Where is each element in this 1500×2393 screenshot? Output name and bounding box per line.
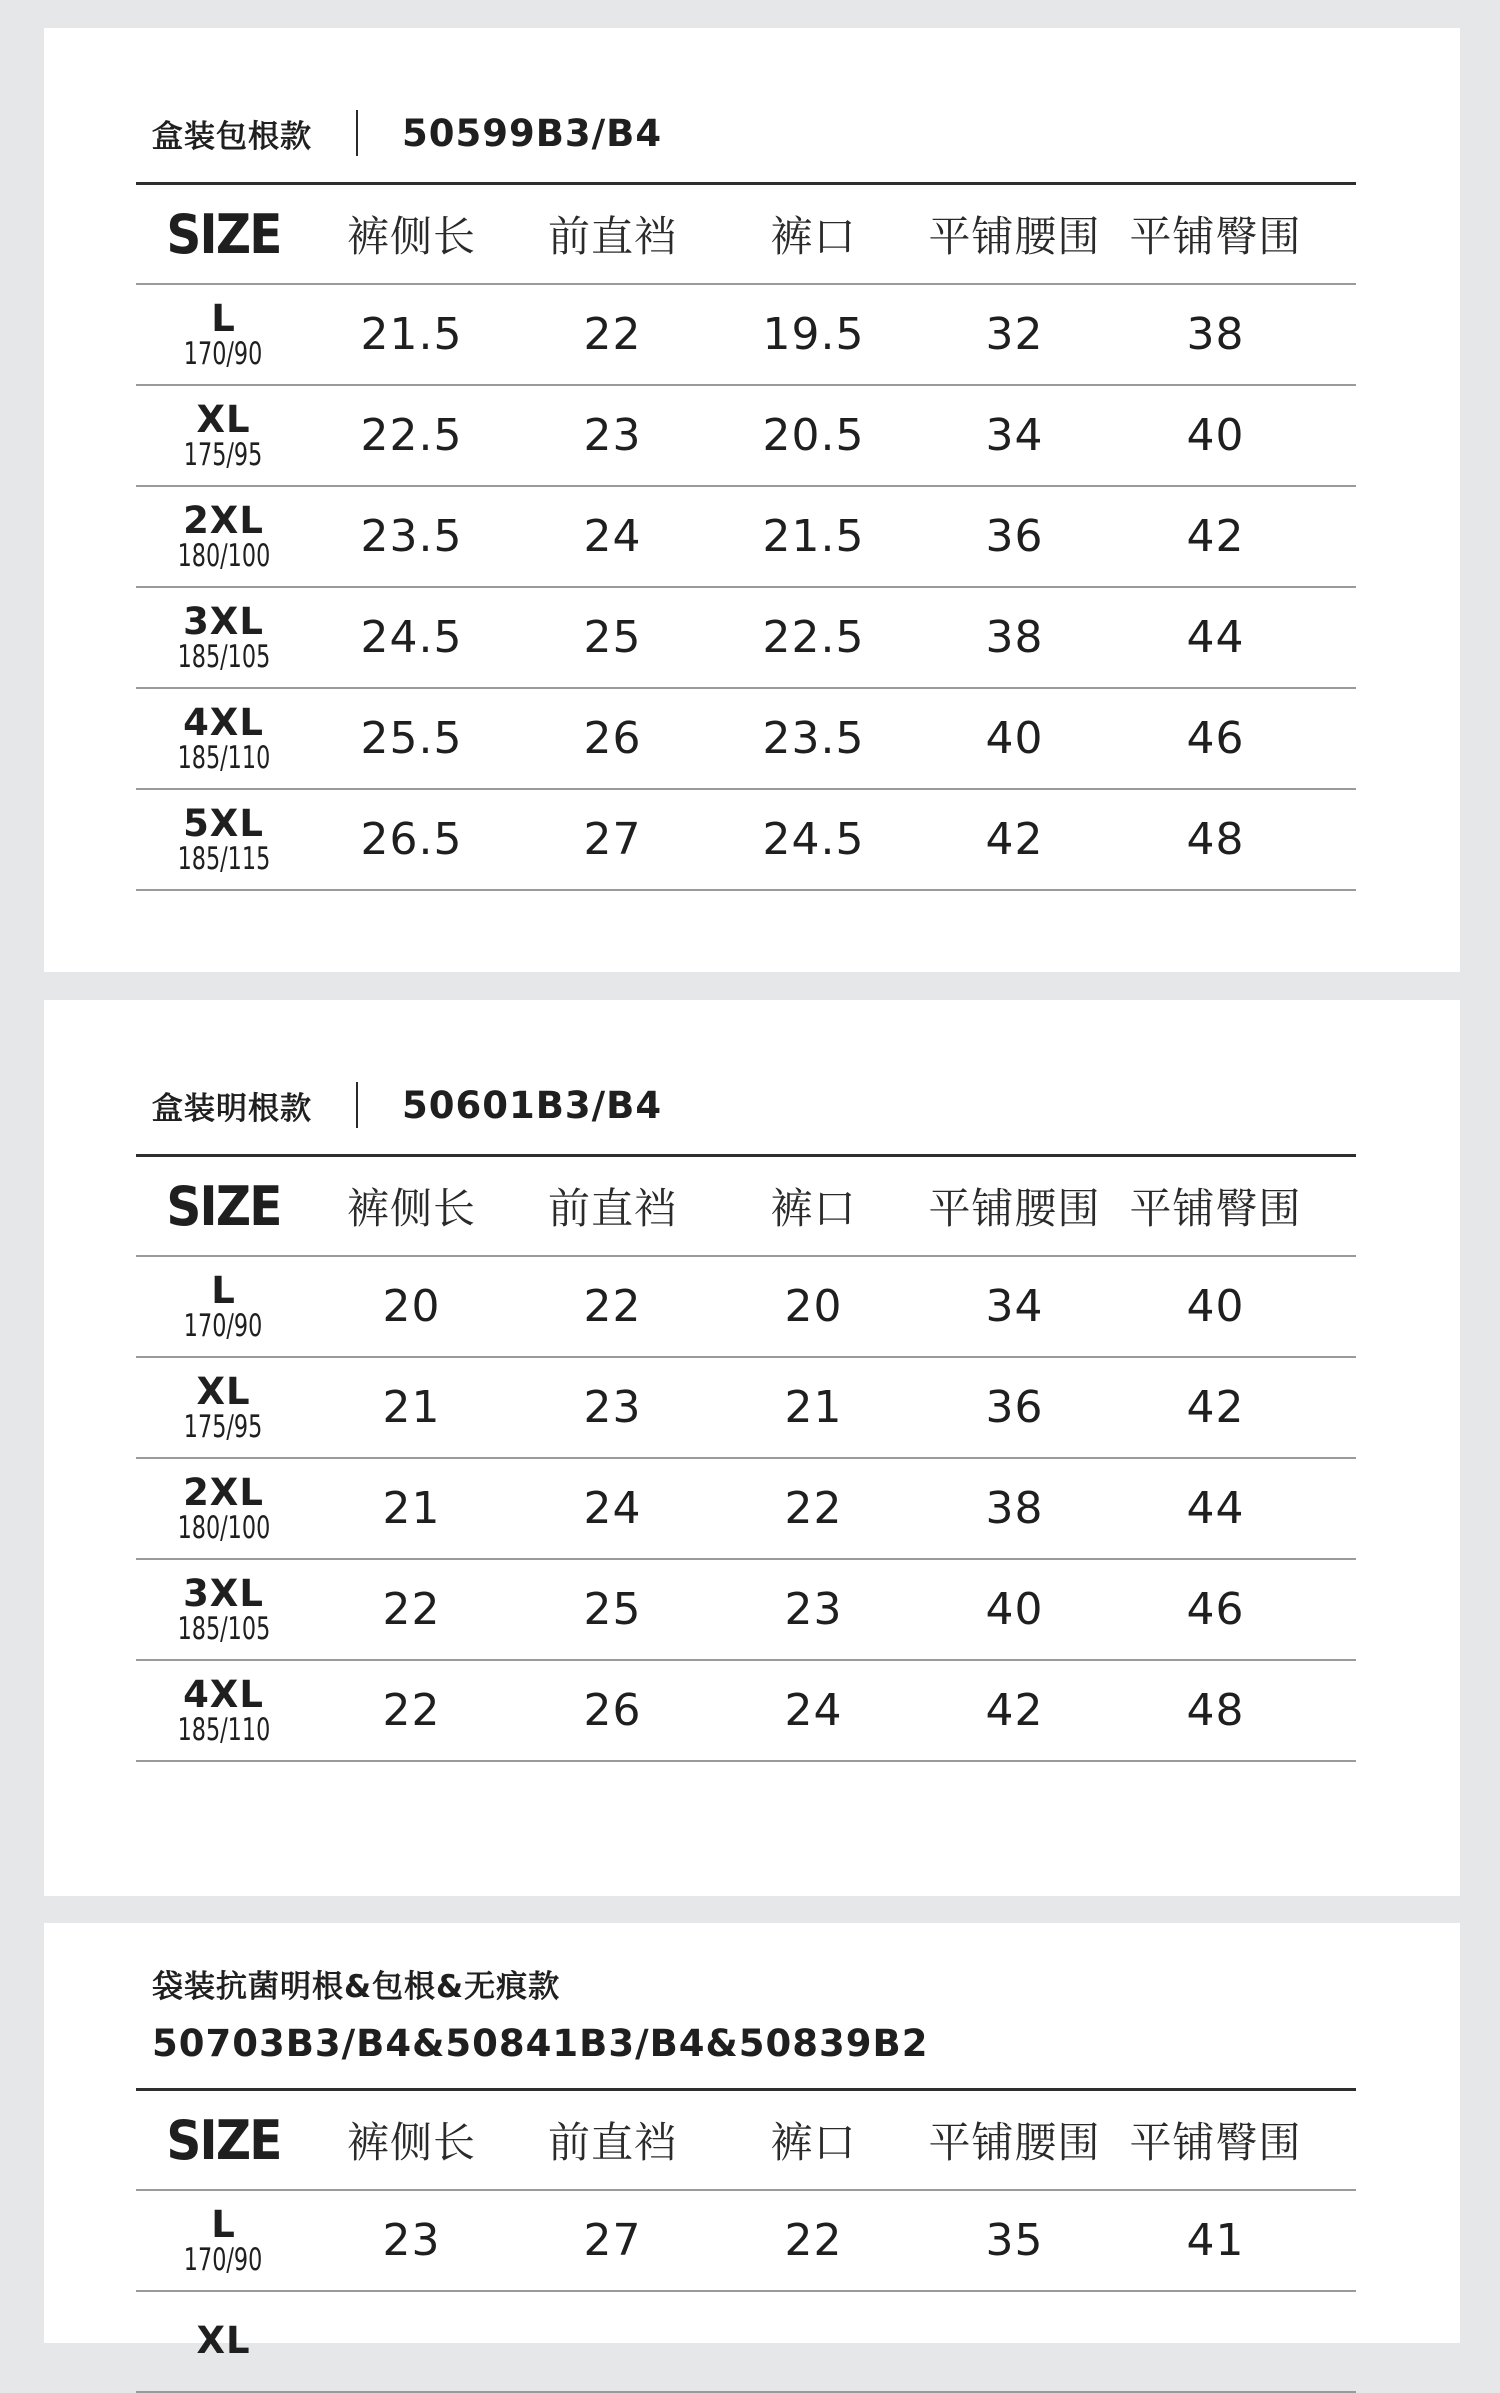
column-header-side-length: 裤侧长 — [346, 212, 476, 261]
size-label: XL — [196, 2319, 251, 2362]
value-cell: 41 — [1186, 2215, 1245, 2266]
value-cell: 25 — [583, 1584, 642, 1635]
size-label: 2XL — [183, 1470, 264, 1514]
size-cell — [136, 1571, 311, 1647]
size-cell — [136, 801, 311, 877]
size-cell — [136, 1268, 311, 1344]
value-cell: 42 — [1186, 1382, 1245, 1433]
value-cell: 36 — [985, 511, 1044, 562]
column-header-side-length: 裤侧长 — [346, 2118, 476, 2167]
value-cell: 23 — [784, 1584, 843, 1635]
column-header-size: SIZE — [166, 2108, 281, 2172]
table-row — [136, 487, 1356, 588]
value-cell: 25.5 — [360, 713, 463, 764]
value-cell: 34 — [985, 410, 1044, 461]
value-cell: 38 — [985, 1483, 1044, 1534]
column-header-flat-waist: 平铺腰围 — [928, 2118, 1101, 2167]
value-cell: 22 — [583, 1281, 642, 1332]
column-header-leg-opening: 裤口 — [770, 212, 857, 261]
table-row — [136, 1661, 1356, 1762]
size-spec: 170/90 — [184, 2241, 263, 2278]
size-cell — [136, 1369, 311, 1445]
value-cell: 40 — [1186, 1281, 1245, 1332]
size-cell — [136, 2319, 311, 2362]
size-label: 5XL — [183, 801, 264, 845]
model-code: 50599B3/B4 — [402, 111, 663, 155]
size-label: XL — [196, 1369, 251, 1413]
size-spec: 175/95 — [184, 436, 263, 473]
value-cell: 46 — [1186, 713, 1245, 764]
size-spec: 175/95 — [184, 1408, 263, 1445]
table-row — [136, 1358, 1356, 1459]
value-cell: 24 — [784, 1685, 843, 1736]
value-cell: 23.5 — [762, 713, 865, 764]
column-header-leg-opening: 裤口 — [770, 1184, 857, 1233]
value-cell: 21 — [382, 1483, 441, 1534]
value-cell: 22 — [784, 1483, 843, 1534]
table-header-row — [136, 185, 1356, 285]
value-cell: 22.5 — [762, 612, 865, 663]
value-cell: 36 — [985, 1382, 1044, 1433]
series-name: 袋装抗菌明根&包根&无痕款 — [152, 1969, 561, 2005]
size-cell — [136, 1470, 311, 1546]
table-title-stack — [152, 1959, 928, 2073]
value-cell: 40 — [985, 1584, 1044, 1635]
value-cell: 42 — [985, 1685, 1044, 1736]
column-header-flat-hip: 平铺臀围 — [1129, 212, 1302, 261]
table-row — [136, 790, 1356, 891]
value-cell: 23 — [583, 410, 642, 461]
title-divider — [356, 1082, 358, 1128]
size-label: 3XL — [183, 599, 264, 643]
table-title-row — [152, 108, 662, 158]
value-cell: 20 — [784, 1281, 843, 1332]
size-label: L — [211, 2202, 236, 2246]
table-row — [136, 1257, 1356, 1358]
column-header-front-rise: 前直裆 — [547, 212, 677, 261]
value-cell: 34 — [985, 1281, 1044, 1332]
value-cell: 24.5 — [762, 814, 865, 865]
value-cell: 21.5 — [360, 309, 463, 360]
size-label: L — [211, 296, 236, 340]
column-header-flat-hip: 平铺臀围 — [1129, 2118, 1302, 2167]
size-spec: 185/105 — [177, 638, 270, 675]
table-row — [136, 1459, 1356, 1560]
column-header-flat-hip: 平铺臀围 — [1129, 1184, 1302, 1233]
value-cell: 19.5 — [762, 309, 865, 360]
size-spec: 185/105 — [177, 1610, 270, 1647]
column-header-size: SIZE — [166, 202, 281, 266]
value-cell: 26 — [583, 713, 642, 764]
value-cell: 46 — [1186, 1584, 1245, 1635]
value-cell: 26 — [583, 1685, 642, 1736]
value-cell: 48 — [1186, 814, 1245, 865]
value-cell: 22 — [784, 2215, 843, 2266]
value-cell: 23 — [382, 2215, 441, 2266]
table-header-row — [136, 2091, 1356, 2191]
value-cell: 21 — [382, 1382, 441, 1433]
size-cell — [136, 700, 311, 776]
value-cell: 26.5 — [360, 814, 463, 865]
series-name: 盒装包根款 — [152, 118, 312, 155]
title-divider — [356, 110, 358, 156]
column-header-side-length: 裤侧长 — [346, 1184, 476, 1233]
value-cell: 27 — [583, 2215, 642, 2266]
size-spec: 180/100 — [177, 537, 270, 574]
value-cell: 38 — [985, 612, 1044, 663]
size-cell — [136, 2202, 311, 2278]
value-cell: 22 — [382, 1685, 441, 1736]
value-cell: 23 — [583, 1382, 642, 1433]
value-cell: 22.5 — [360, 410, 463, 461]
size-table-card-2 — [44, 1000, 1460, 1896]
value-cell: 48 — [1186, 1685, 1245, 1736]
size-spec: 180/100 — [177, 1509, 270, 1546]
value-cell: 25 — [583, 612, 642, 663]
value-cell: 40 — [985, 713, 1044, 764]
size-label: 2XL — [183, 498, 264, 542]
table-row — [136, 689, 1356, 790]
value-cell: 38 — [1186, 309, 1245, 360]
table-row — [136, 285, 1356, 386]
size-cell — [136, 498, 311, 574]
size-label: L — [211, 1268, 236, 1312]
value-cell: 42 — [1186, 511, 1245, 562]
value-cell: 24.5 — [360, 612, 463, 663]
size-table-card-3 — [44, 1923, 1460, 2362]
size-table — [136, 2088, 1356, 2393]
value-cell: 44 — [1186, 1483, 1245, 1534]
size-cell — [136, 397, 311, 473]
value-cell: 24 — [583, 1483, 642, 1534]
size-spec: 185/110 — [177, 1711, 270, 1748]
value-cell: 21.5 — [762, 511, 865, 562]
table-row — [136, 2191, 1356, 2292]
value-cell: 24 — [583, 511, 642, 562]
value-cell: 22 — [583, 309, 642, 360]
value-cell: 32 — [985, 309, 1044, 360]
size-spec: 185/115 — [177, 840, 270, 877]
table-header-row — [136, 1157, 1356, 1257]
table-row — [136, 1560, 1356, 1661]
size-label: 4XL — [183, 1672, 264, 1716]
value-cell: 22 — [382, 1584, 441, 1635]
size-table — [136, 1154, 1356, 1762]
series-name: 盒装明根款 — [152, 1090, 312, 1127]
value-cell: 27 — [583, 814, 642, 865]
model-code: 50703B3/B4&50841B3/B4&50839B2 — [152, 2022, 929, 2065]
size-cell — [136, 296, 311, 372]
value-cell: 20.5 — [762, 410, 865, 461]
size-spec: 185/110 — [177, 739, 270, 776]
size-spec: 170/90 — [184, 335, 263, 372]
size-label: XL — [196, 397, 251, 441]
value-cell: 23.5 — [360, 511, 463, 562]
size-spec: 170/90 — [184, 1307, 263, 1344]
value-cell: 21 — [784, 1382, 843, 1433]
size-cell — [136, 599, 311, 675]
column-header-leg-opening: 裤口 — [770, 2118, 857, 2167]
size-cell — [136, 1672, 311, 1748]
column-header-flat-waist: 平铺腰围 — [928, 212, 1101, 261]
table-title-row — [152, 1080, 662, 1130]
column-header-front-rise: 前直裆 — [547, 1184, 677, 1233]
value-cell: 35 — [985, 2215, 1044, 2266]
column-header-size: SIZE — [166, 1174, 281, 1238]
size-table-card-1 — [44, 28, 1460, 972]
column-header-front-rise: 前直裆 — [547, 2118, 677, 2167]
model-code: 50601B3/B4 — [402, 1083, 663, 1127]
value-cell: 20 — [382, 1281, 441, 1332]
size-table — [136, 182, 1356, 891]
value-cell: 44 — [1186, 612, 1245, 663]
value-cell: 42 — [985, 814, 1044, 865]
size-label: 4XL — [183, 700, 264, 744]
table-row — [136, 386, 1356, 487]
table-row — [136, 588, 1356, 689]
value-cell: 40 — [1186, 410, 1245, 461]
column-header-flat-waist: 平铺腰围 — [928, 1184, 1101, 1233]
table-row — [136, 2292, 1356, 2393]
size-label: 3XL — [183, 1571, 264, 1615]
